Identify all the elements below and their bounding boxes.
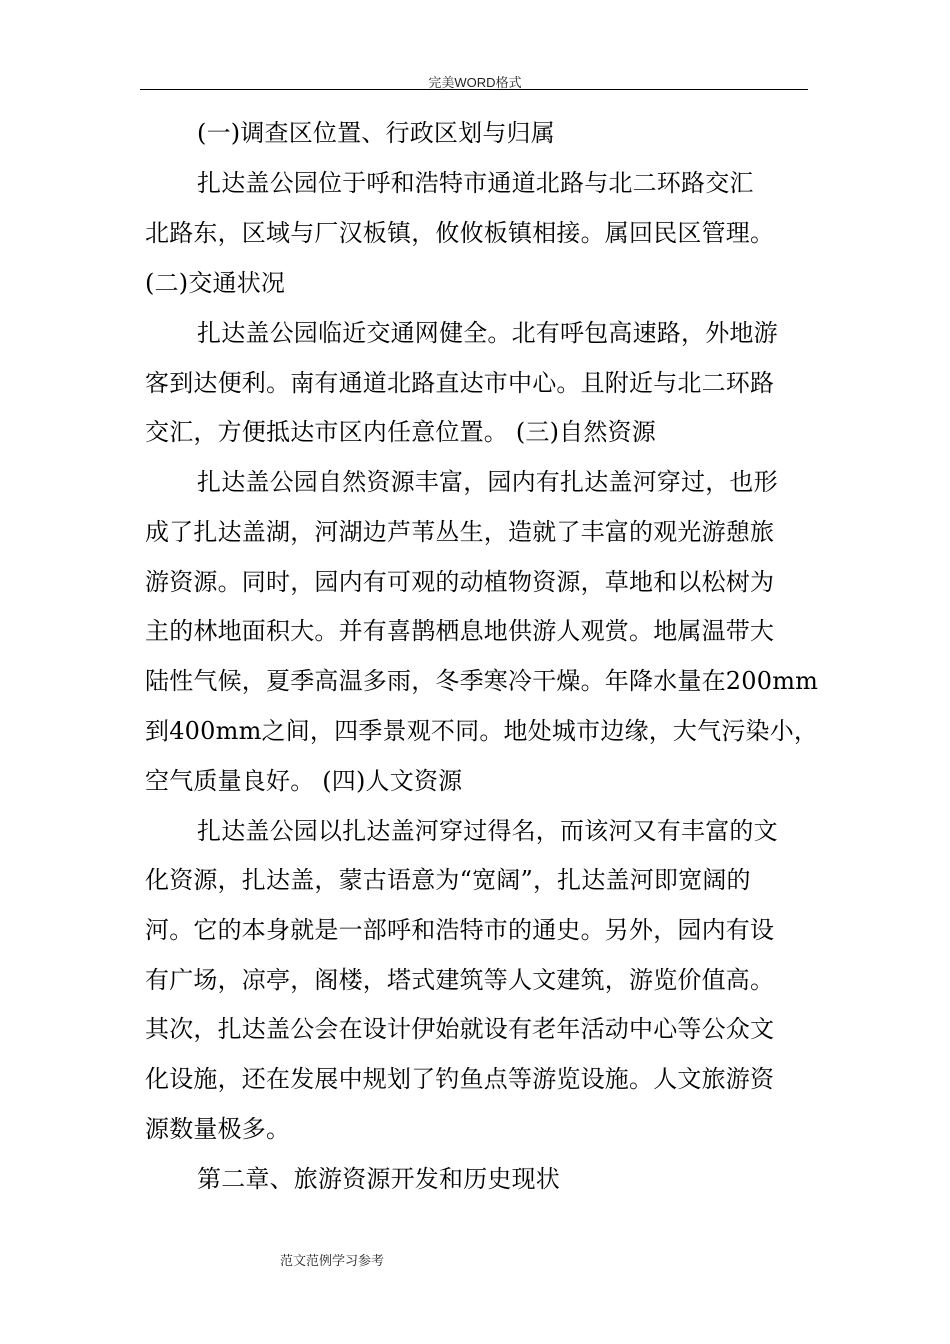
- paragraph-line: 扎达盖公园位于呼和浩特市通道北路与北二环路交汇: [197, 169, 754, 197]
- paragraph-line: 游资源。同时，园内有可观的动植物资源，草地和以松树为: [145, 568, 775, 596]
- paragraph-line: 交汇，方便抵达市区内任意位置。 (三)自然资源: [145, 418, 656, 446]
- paragraph-line: 有广场，凉亭，阁楼，塔式建筑等人文建筑，游览价值高。: [145, 966, 775, 994]
- paragraph-line: 其次，扎达盖公会在设计伊始就设有老年活动中心等公众文: [145, 1015, 775, 1043]
- paragraph-line: 北路东，区域与厂汉板镇，攸攸板镇相接。属回民区管理。: [145, 219, 775, 247]
- paragraph-line: 扎达盖公园临近交通网健全。北有呼包高速路，外地游: [197, 319, 778, 347]
- paragraph-line: 扎达盖公园自然资源丰富，园内有扎达盖河穿过，也形: [197, 468, 778, 496]
- header-divider: [140, 89, 808, 90]
- paragraph-line: 主的林地面积大。并有喜鹊栖息地供游人观赏。地属温带大: [145, 617, 775, 645]
- page-header: 完美WORD格式: [428, 75, 522, 90]
- paragraph-line: 空气质量良好。 (四)人文资源: [145, 767, 463, 795]
- paragraph-line: 到400mm之间，四季景观不同。地处城市边缘，大气污染小，: [145, 717, 819, 745]
- paragraph-line: 陆性气候，夏季高温多雨，冬季寒冷干燥。年降水量在200mm: [145, 667, 819, 695]
- section-heading-traffic: (二)交通状况: [145, 269, 286, 297]
- paragraph-line: 源数量极多。: [145, 1115, 291, 1143]
- paragraph-line: 化资源，扎达盖，蒙古语意为“宽阔”，扎达盖河即宽阔的: [145, 866, 751, 894]
- paragraph-line: 扎达盖公园以扎达盖河穿过得名，而该河又有丰富的文: [197, 817, 778, 845]
- section-heading-location: (一)调查区位置、行政区划与归属: [197, 119, 555, 147]
- paragraph-line: 化设施，还在发展中规划了钓鱼点等游览设施。人文旅游资: [145, 1065, 775, 1093]
- page-footer: 范文范例学习参考: [280, 1253, 385, 1268]
- paragraph-line: 成了扎达盖湖，河湖边芦苇丛生，造就了丰富的观光游憩旅: [145, 518, 775, 546]
- paragraph-line: 客到达便利。南有通道北路直达市中心。且附近与北二环路: [145, 369, 775, 397]
- paragraph-line: 河。它的本身就是一部呼和浩特市的通史。另外，园内有设: [145, 916, 775, 944]
- chapter-heading: 第二章、旅游资源开发和历史现状: [197, 1165, 560, 1193]
